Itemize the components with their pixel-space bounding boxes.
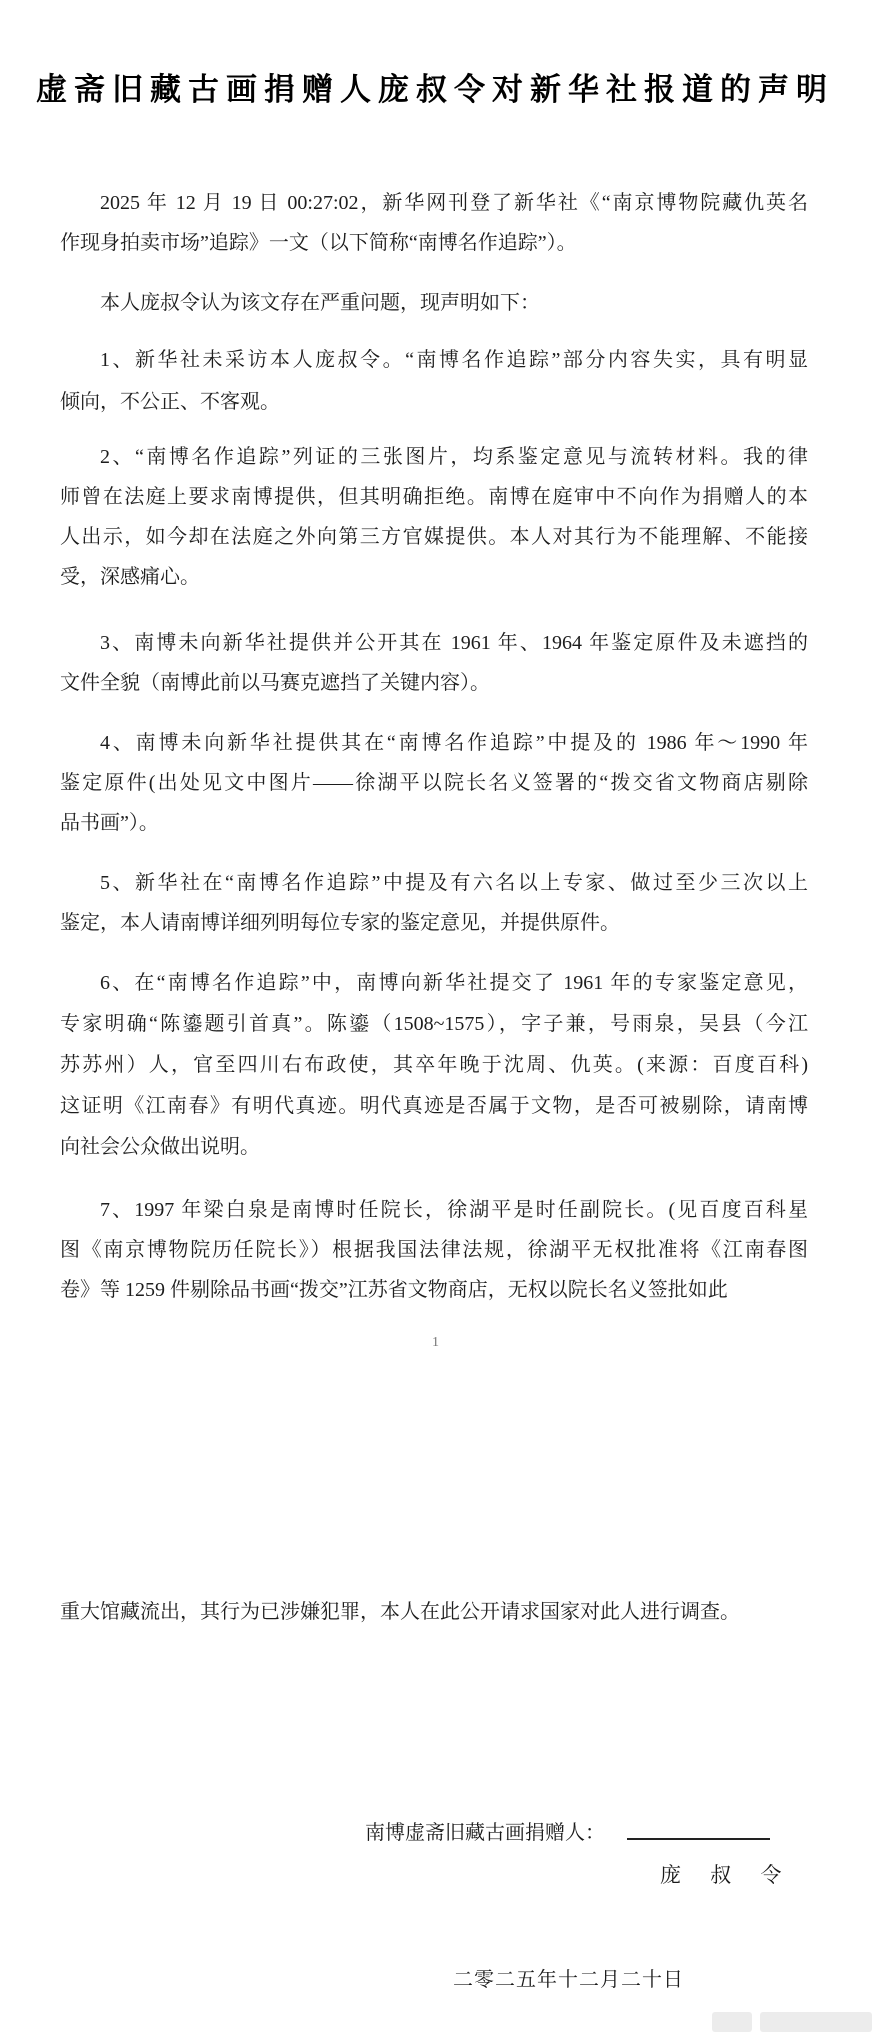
document-title: 虚斋旧藏古画捐赠人庞叔令对新华社报道的声明 bbox=[36, 72, 834, 107]
item-2-line: 2、“南博名作追踪”列证的三张图片，均系鉴定意见与流转材料。我的律 bbox=[100, 446, 808, 468]
item-1-line: 1、新华社未采访本人庞叔令。“南博名作追踪”部分内容失实，具有明显 bbox=[100, 349, 808, 371]
item-3-line: 文件全貌（南博此前以马赛克遮挡了关键内容）。 bbox=[60, 672, 490, 694]
item-6-line: 苏苏州）人，官至四川右布政使，其卒年晚于沈周、仇英。(来源：百度百科) bbox=[60, 1054, 808, 1076]
item-6-line: 6、在“南博名作追踪”中，南博向新华社提交了 1961 年的专家鉴定意见， bbox=[100, 972, 808, 994]
item-5-line: 鉴定，本人请南博详细列明每位专家的鉴定意见，并提供原件。 bbox=[60, 912, 620, 934]
item-3-line: 3、南博未向新华社提供并公开其在 1961 年、1964 年鉴定原件及未遮挡的 bbox=[100, 632, 808, 654]
item-1-line: 倾向，不公正、不客观。 bbox=[60, 391, 280, 413]
item-2-line: 人出示，如今却在法庭之外向第三方官媒提供。本人对其行为不能理解、不能接 bbox=[60, 526, 808, 548]
item-6-line: 专家明确“陈鎏题引首真”。陈鎏（1508~1575），字子兼，号雨泉，吴县（今江 bbox=[60, 1013, 808, 1035]
intro-line: 作现身拍卖市场”追踪》一文（以下简称“南博名作追踪”）。 bbox=[60, 232, 577, 254]
page-number: 1 bbox=[432, 1335, 439, 1350]
intro-line: 2025 年 12 月 19 日 00:27:02，新华网刊登了新华社《“南京博物院藏仇英名 bbox=[100, 192, 808, 214]
item-5-line: 5、新华社在“南博名作追踪”中提及有六名以上专家、做过至少三次以上 bbox=[100, 872, 808, 894]
watermark bbox=[760, 2012, 872, 2032]
item-7-cont-line: 重大馆藏流出，其行为已涉嫌犯罪，本人在此公开请求国家对此人进行调查。 bbox=[60, 1601, 740, 1623]
item-6-line: 这证明《江南春》有明代真迹。明代真迹是否属于文物，是否可被剔除，请南博 bbox=[60, 1095, 808, 1117]
watermark bbox=[712, 2012, 752, 2032]
item-7-line: 7、1997 年梁白泉是南博时任院长，徐湖平是时任副院长。(见百度百科星 bbox=[100, 1199, 808, 1221]
item-2-line: 受，深感痛心。 bbox=[60, 566, 200, 588]
signature-label: 南博虚斋旧藏古画捐赠人： bbox=[365, 1822, 605, 1844]
item-4-line: 品书画”）。 bbox=[60, 812, 159, 834]
signature-line bbox=[627, 1838, 770, 1840]
item-4-line: 4、南博未向新华社提供其在“南博名作追踪”中提及的 1986 年～1990 年 bbox=[100, 732, 808, 754]
item-7-line: 图《南京博物院历任院长》）根据我国法律法规，徐湖平无权批准将《江南春图 bbox=[60, 1239, 808, 1261]
statement-line: 本人庞叔令认为该文存在严重问题，现声明如下： bbox=[100, 292, 540, 314]
item-7-line: 卷》等 1259 件剔除品书画“拨交”江苏省文物商店，无权以院长名义签批如此 bbox=[60, 1279, 728, 1301]
item-2-line: 师曾在法庭上要求南博提供，但其明确拒绝。南博在庭审中不向作为捐赠人的本 bbox=[60, 486, 808, 508]
statement-date: 二零二五年十二月二十日 bbox=[453, 1969, 684, 1991]
signatory-name: 庞 叔 令 bbox=[660, 1863, 794, 1887]
item-6-line: 向社会公众做出说明。 bbox=[60, 1136, 260, 1158]
item-4-line: 鉴定原件(出处见文中图片——徐湖平以院长名义签署的“拨交省文物商店剔除 bbox=[60, 772, 808, 794]
